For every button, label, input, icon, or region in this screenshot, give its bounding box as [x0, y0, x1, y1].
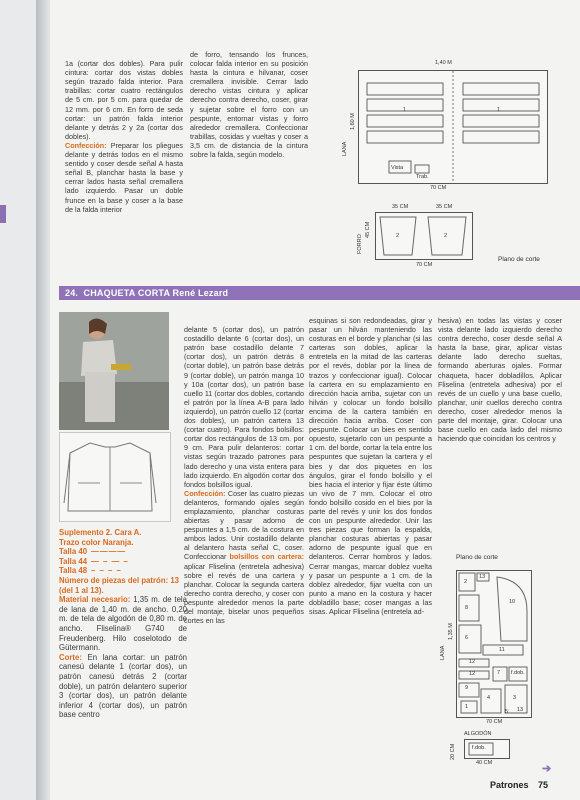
top-height-label: 1,60 M [350, 113, 356, 130]
piece-10: 10 [509, 599, 516, 605]
bottom-plano-de-corte: Plano de corte [456, 554, 498, 561]
footer-brand: Patrones [490, 780, 529, 790]
corte-label: Corte: [59, 652, 82, 662]
forro-bottom-label: 70 CM [416, 262, 433, 268]
top-text-column-2: de forro, tensando los frunces, colocar falda interior en su posición hasta la cintura e hilvanar, coser cremallera invisible. Cerrar lado derecho vistas cintura y aplicar derecho contra derecho, coser, girar y sujetar sobre el forro con un pespunte, entornar vistas y forro alrededor cremallera. Confeccionar trabillas, cosidas y vueltas y coser a 3,5 cm. de distancia de la cintura sobre la falda, según modelo. [190, 50, 308, 160]
size-40 [59, 547, 187, 557]
size-48-label: Talla 48 [59, 566, 88, 576]
size-48 [59, 566, 187, 576]
top-cutting-diagram [320, 58, 570, 283]
corte-paragraph [59, 653, 187, 720]
supplement-block [59, 528, 187, 720]
bottom-cutting-diagram [438, 548, 578, 778]
piece-6: 6 [465, 635, 469, 641]
bottom-text-column-3: esquinas si son redondeadas, girar y pasar un hilván manteniendo las costuras en el borde y planchar (si las carteras son dobles, aplicar la entretela en la mitad de las carteras por el revés, doblar por la línea de trazos y confeccionar igual). Colocar la cartera en su emplazamiento en dirección hacia arriba, sujetar con un hilván y colocar un fondo bolsillo encima de la cartera también en dirección hacia arriba. Coser con pespunte. Colocar un bies en sentido opuesto, sujetarlo con un pespunte a 1 cm. del borde, cortar la tela entre los pespuntes que sujetan la cartera y el bies y dar dos piquetes en los ángulos, girar el fondo bolsillo y el bies hacia el interior y fijar éste último un vivo de 7 mm. Colocar el otro fondo bolsillo cosido en el bies por la parte del revés y unir los dos fondos con un pespunte alrededor. Unir las tres piezas que forman la espalda, planchar costuras abiertas y pasar adorno de pespunte igual que en delanteros. Cerrar hombros y lados. Cerrar mangas, marcar doblez vuelta y pasar un pespunte a 1 cm. de la doblez alrededor, fijar vuelta con un punto a mano en la costura y hacer dobladillo base; coser mangas a las sisas. Aplicar Fliselina (entretela ad- [309, 316, 432, 616]
bottom-lana-label: LANA [440, 645, 446, 660]
algodon-fdob: f.dob. [472, 745, 486, 751]
section-title-text: CHAQUETA CORTA René Lezard [83, 288, 229, 298]
piece-13: 13 [479, 574, 486, 580]
bottom-text-column-4: hesiva) en todas las vistas y coser vista delante lado izquierdo derecho contra derecho, coser desde señal A hasta la base, girar, aplicar vistas delante lado derecho sueltas, formando aberturas ojales. Formar chaqueta, hacer dobladillos. Aplicar Fliselina (entretela adhesiva) por el revés de un cuello y una base cuello, planchar, unir cuellos derecho contra derecho, coser alrededor menos la parte del montaje, girar. Colocar una base cuello en cada lado del mismo haciendo que coincidan los centros y [438, 316, 562, 444]
magazine-page [50, 0, 580, 800]
bottom-confeccion-label: Confección: [184, 488, 226, 498]
piece-12: 12 [469, 659, 476, 665]
section-number: 24. [65, 288, 79, 298]
bottom-col2-text: delante 5 (cortar dos), un patrón costadillo delante 6 (cortar dos), un patrón base costadillo delante 7 (cortar dos), un patrón detrás 8 (cortar doble), un patrón base detrás 9 (cortar doble), un patrón manga 10 y 10a (cortar dos), un patrón base cuello 11 (cortar dos dobles, cortando el patrón por la línea A-B para lado izquierdo), un patrón cuello 12 (cortar dos dobles), un patrón cartera 13 (cortar cuatro). Para fondos bolsillos: cortar dos rectángulos de 13 cm. por 9 cm. Para pulir delanteros: cortar vistas según trazado patrones para lado derecho y una vista entera para lado izquierdo. En algodón cortar dos fondos bolsillos igual. [184, 325, 304, 489]
size-44 [59, 557, 187, 567]
material-label: Material necesario: [59, 595, 131, 605]
forro-piece-2: 2 [396, 233, 400, 239]
model-figure-svg [59, 312, 169, 430]
piece-fdob: f.dob. [511, 670, 525, 676]
bottom-col2c-text: aplicar Fliselina (entretela adhesiva) sobre el revés de una cartera y planchar. Colocar la segunda cartera derecho contra derecho, y coser con pespunte alrededor menos la parte del montaje, biselar unos pequeños cortes en las [184, 561, 304, 626]
top-col1b-text: Preparar los pliegues delante y detrás todos en el mismo sentido y coser desde señal A hasta señal B, planchar hasta la base y cerrar lados hasta señal cremallera lado izquierdo. Pasar un doble frunce en la base y coser a la base de la falda interior [65, 140, 184, 214]
bottom-lana-layout [456, 570, 532, 718]
top-trab-label: Trab. [416, 174, 429, 180]
previous-page-edge [0, 0, 36, 800]
forro-width-b: 35 CM [436, 204, 453, 210]
piece-13b: 13 [517, 707, 524, 713]
piece-1: 1 [465, 704, 469, 710]
top-plano-de-corte: Plano de corte [498, 256, 540, 263]
top-confeccion-label: Confección: [65, 140, 107, 150]
size-48-line-icon: – – – – [91, 566, 122, 576]
top-vista-label: Vista [391, 165, 404, 171]
material-text: 1,35 m. de tela de lana de 1,40 m. de ancho. 0,20 m. de tela de algodón de 0,80 m. de ancho. Fliselina® G740 de Freudenberg. Hilo coselotodo de Gütermann. [59, 595, 187, 653]
bolsillos-label: bolsillos con cartera: [229, 552, 305, 562]
top-col1-text: 1a (cortar dos dobles). Para pulir cintura: cortar dos vistas dobles según trazado falda interior. Para trabillas: cortar cuatro rectángulos de 5 cm. por 5 cm. para quedar de 12 mm. por 6 cm. En forro de seda cortar: un patrón falda interior delante y detrás 2 y 2a (cortar dos dobles). [65, 59, 183, 141]
lana-pieces-svg [359, 71, 547, 183]
size-44-label: Talla 44 [59, 556, 88, 566]
supplement-line-1: Suplemento 2. Cara A. [59, 528, 142, 537]
forro-label: FORRO [357, 234, 363, 254]
bottom-lana-svg [457, 571, 531, 717]
algodon-width-label: 40 CM [476, 760, 493, 766]
bottom-width-label: 70 CM [486, 719, 503, 725]
top-width-label: 1,40 M [435, 60, 452, 66]
forro-width-a: 35 CM [392, 204, 409, 210]
top-text-column-1 [65, 50, 183, 214]
binding-gutter [36, 0, 50, 800]
algodon-label: ALGODÓN [464, 731, 492, 737]
algodon-layout [464, 739, 510, 759]
piece-4: 4 [487, 695, 491, 701]
material-paragraph [59, 595, 187, 653]
piece-8: 8 [465, 605, 469, 611]
bottom-col2b-text: Coser las cuatro piezas delanteros, formando ojales según emplazamiento, planchar costuras abiertas y pasar adorno de pespuntes a 1,5 cm. de la costura en ambos lados. Unir costadillo delante al delantero hasta señal C, coser. Confeccionar [184, 488, 304, 562]
jacket-technical-sketch [59, 432, 171, 522]
size-44-line-icon: — – — – [91, 556, 129, 566]
forro-pieces-svg [376, 213, 472, 259]
forro-piece-2a: 2 [444, 233, 448, 239]
piece-2: 2 [464, 579, 468, 585]
top-lana-label: LANA [342, 141, 348, 156]
forro-height-label: 45 CM [365, 221, 371, 238]
pieces-count: Número de piezas del patrón: 13 (del 1 al 13). [59, 575, 180, 595]
piece-9: 9 [465, 685, 469, 691]
algodon-height-label: 20 CM [450, 743, 456, 760]
piece-11: 11 [499, 647, 505, 653]
piece-3: 3 [513, 695, 517, 701]
bottom-height-label: 1,35 M [448, 623, 454, 640]
section-header-bar [59, 286, 580, 300]
top-bottom-label: 70 CM [430, 185, 447, 191]
piece-7: 7 [497, 670, 501, 676]
footer-page-number: 75 [538, 780, 549, 790]
lana-fabric-layout [358, 70, 548, 184]
supplement-line-2: Trazo color Naranja. [59, 537, 134, 547]
piece-12b: 12 [469, 671, 476, 677]
jacket-sketch-svg [60, 433, 170, 521]
size-40-line-icon: ———— [91, 547, 127, 557]
top-piece-1b: 1 [497, 107, 501, 113]
corte-text: En lana cortar: un patrón canesú delante 1 (cortar dos), un patrón canesú detrás 2 (cortar doble), un patrón delantero superior 3 (cortar dos), un patrón delante inferior 4 (cortar dos), un patrón base centro [59, 652, 187, 720]
section-title [65, 288, 228, 298]
piece-5: 5 [505, 709, 509, 715]
next-arrow-icon: ➔ [542, 763, 552, 775]
model-photo [59, 312, 169, 430]
top-piece-1: 1 [403, 107, 407, 113]
forro-fabric-layout [375, 212, 473, 260]
previous-page-marker [0, 205, 6, 223]
size-40-label: Talla 40 [59, 547, 88, 557]
bottom-text-column-2 [184, 316, 304, 625]
